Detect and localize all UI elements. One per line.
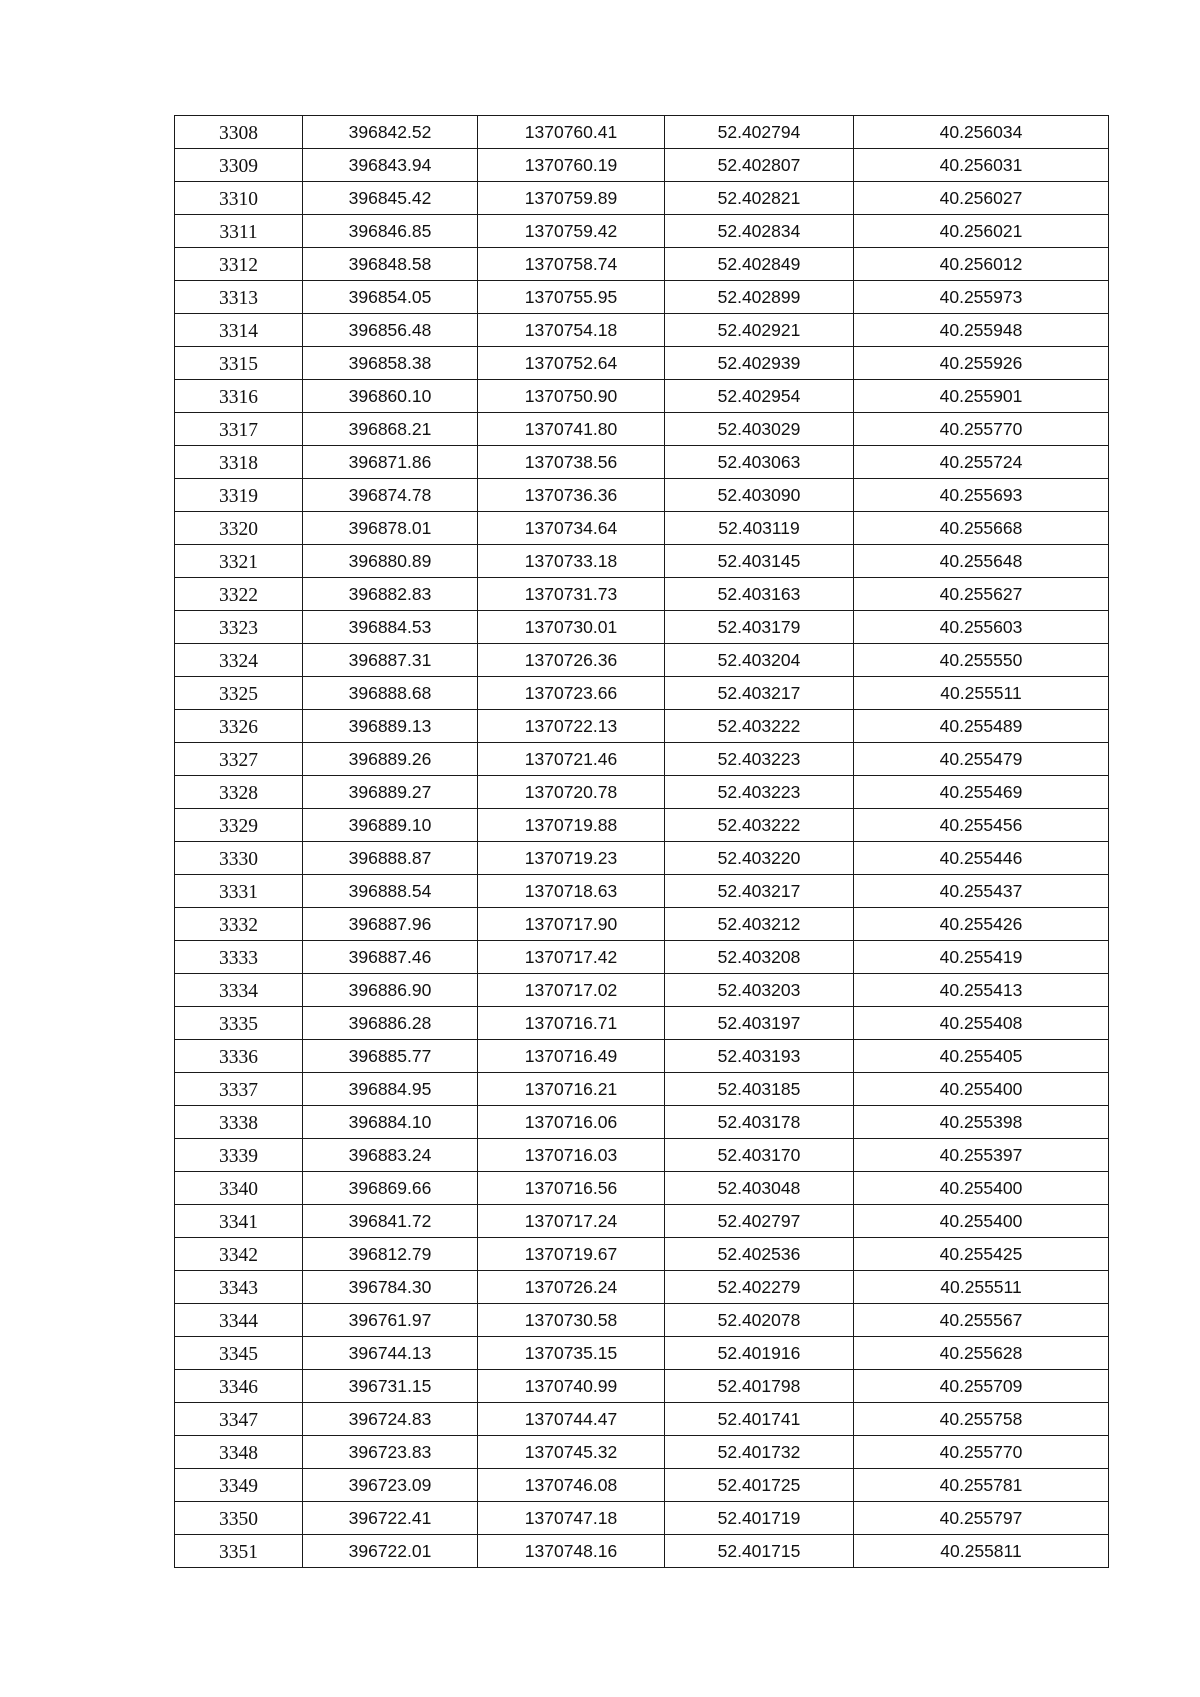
y-coordinate-cell: 1370754.18 [478, 314, 665, 347]
latitude-cell: 52.403217 [665, 875, 854, 908]
x-coordinate-cell: 396884.10 [303, 1106, 478, 1139]
latitude-cell: 52.403208 [665, 941, 854, 974]
latitude-cell: 52.402954 [665, 380, 854, 413]
y-coordinate-cell: 1370716.03 [478, 1139, 665, 1172]
longitude-cell: 40.255408 [854, 1007, 1109, 1040]
y-coordinate-cell: 1370719.88 [478, 809, 665, 842]
point-number-cell: 3350 [175, 1502, 303, 1535]
x-coordinate-cell: 396723.83 [303, 1436, 478, 1469]
y-coordinate-cell: 1370746.08 [478, 1469, 665, 1502]
x-coordinate-cell: 396722.01 [303, 1535, 478, 1568]
latitude-cell: 52.402807 [665, 149, 854, 182]
table-row [175, 1139, 1109, 1172]
x-coordinate-cell: 396887.96 [303, 908, 478, 941]
table-row [175, 314, 1109, 347]
table-row [175, 1271, 1109, 1304]
latitude-cell: 52.403063 [665, 446, 854, 479]
y-coordinate-cell: 1370716.71 [478, 1007, 665, 1040]
latitude-cell: 52.401741 [665, 1403, 854, 1436]
latitude-cell: 52.402834 [665, 215, 854, 248]
table-row [175, 347, 1109, 380]
latitude-cell: 52.402899 [665, 281, 854, 314]
table-row [175, 1172, 1109, 1205]
longitude-cell: 40.255770 [854, 1436, 1109, 1469]
y-coordinate-cell: 1370731.73 [478, 578, 665, 611]
longitude-cell: 40.255489 [854, 710, 1109, 743]
table-row [175, 1469, 1109, 1502]
y-coordinate-cell: 1370730.58 [478, 1304, 665, 1337]
table-row [175, 677, 1109, 710]
point-number-cell: 3349 [175, 1469, 303, 1502]
y-coordinate-cell: 1370716.21 [478, 1073, 665, 1106]
y-coordinate-cell: 1370718.63 [478, 875, 665, 908]
table-row [175, 1403, 1109, 1436]
latitude-cell: 52.403048 [665, 1172, 854, 1205]
table-row [175, 1073, 1109, 1106]
table-row [175, 611, 1109, 644]
y-coordinate-cell: 1370717.42 [478, 941, 665, 974]
y-coordinate-cell: 1370717.02 [478, 974, 665, 1007]
y-coordinate-cell: 1370759.89 [478, 182, 665, 215]
latitude-cell: 52.403090 [665, 479, 854, 512]
longitude-cell: 40.255948 [854, 314, 1109, 347]
x-coordinate-cell: 396845.42 [303, 182, 478, 215]
y-coordinate-cell: 1370720.78 [478, 776, 665, 809]
longitude-cell: 40.255648 [854, 545, 1109, 578]
longitude-cell: 40.255479 [854, 743, 1109, 776]
point-number-cell: 3342 [175, 1238, 303, 1271]
longitude-cell: 40.255901 [854, 380, 1109, 413]
latitude-cell: 52.402849 [665, 248, 854, 281]
x-coordinate-cell: 396784.30 [303, 1271, 478, 1304]
x-coordinate-cell: 396885.77 [303, 1040, 478, 1073]
latitude-cell: 52.403203 [665, 974, 854, 1007]
point-number-cell: 3346 [175, 1370, 303, 1403]
x-coordinate-cell: 396884.95 [303, 1073, 478, 1106]
point-number-cell: 3348 [175, 1436, 303, 1469]
latitude-cell: 52.403212 [665, 908, 854, 941]
table-row [175, 1436, 1109, 1469]
latitude-cell: 52.402078 [665, 1304, 854, 1337]
x-coordinate-cell: 396869.66 [303, 1172, 478, 1205]
point-number-cell: 3311 [175, 215, 303, 248]
y-coordinate-cell: 1370744.47 [478, 1403, 665, 1436]
point-number-cell: 3312 [175, 248, 303, 281]
x-coordinate-cell: 396886.90 [303, 974, 478, 1007]
point-number-cell: 3332 [175, 908, 303, 941]
table-row [175, 842, 1109, 875]
longitude-cell: 40.255603 [854, 611, 1109, 644]
point-number-cell: 3321 [175, 545, 303, 578]
longitude-cell: 40.256034 [854, 116, 1109, 149]
y-coordinate-cell: 1370758.74 [478, 248, 665, 281]
longitude-cell: 40.255400 [854, 1205, 1109, 1238]
latitude-cell: 52.403220 [665, 842, 854, 875]
y-coordinate-cell: 1370716.49 [478, 1040, 665, 1073]
longitude-cell: 40.255811 [854, 1535, 1109, 1568]
longitude-cell: 40.255550 [854, 644, 1109, 677]
table-row [175, 644, 1109, 677]
x-coordinate-cell: 396887.46 [303, 941, 478, 974]
x-coordinate-cell: 396868.21 [303, 413, 478, 446]
point-number-cell: 3337 [175, 1073, 303, 1106]
x-coordinate-cell: 396744.13 [303, 1337, 478, 1370]
latitude-cell: 52.403163 [665, 578, 854, 611]
latitude-cell: 52.403197 [665, 1007, 854, 1040]
point-number-cell: 3315 [175, 347, 303, 380]
y-coordinate-cell: 1370716.56 [478, 1172, 665, 1205]
x-coordinate-cell: 396888.87 [303, 842, 478, 875]
longitude-cell: 40.255758 [854, 1403, 1109, 1436]
table-row [175, 479, 1109, 512]
latitude-cell: 52.403119 [665, 512, 854, 545]
table-row [175, 974, 1109, 1007]
x-coordinate-cell: 396888.68 [303, 677, 478, 710]
point-number-cell: 3343 [175, 1271, 303, 1304]
y-coordinate-cell: 1370736.36 [478, 479, 665, 512]
latitude-cell: 52.403145 [665, 545, 854, 578]
y-coordinate-cell: 1370735.15 [478, 1337, 665, 1370]
longitude-cell: 40.255511 [854, 1271, 1109, 1304]
longitude-cell: 40.255926 [854, 347, 1109, 380]
longitude-cell: 40.256021 [854, 215, 1109, 248]
y-coordinate-cell: 1370723.66 [478, 677, 665, 710]
longitude-cell: 40.256031 [854, 149, 1109, 182]
x-coordinate-cell: 396889.27 [303, 776, 478, 809]
latitude-cell: 52.403179 [665, 611, 854, 644]
x-coordinate-cell: 396761.97 [303, 1304, 478, 1337]
point-number-cell: 3322 [175, 578, 303, 611]
latitude-cell: 52.402536 [665, 1238, 854, 1271]
x-coordinate-cell: 396854.05 [303, 281, 478, 314]
y-coordinate-cell: 1370760.41 [478, 116, 665, 149]
point-number-cell: 3329 [175, 809, 303, 842]
x-coordinate-cell: 396884.53 [303, 611, 478, 644]
latitude-cell: 52.403193 [665, 1040, 854, 1073]
x-coordinate-cell: 396848.58 [303, 248, 478, 281]
x-coordinate-cell: 396889.26 [303, 743, 478, 776]
x-coordinate-cell: 396858.38 [303, 347, 478, 380]
latitude-cell: 52.401715 [665, 1535, 854, 1568]
point-number-cell: 3333 [175, 941, 303, 974]
y-coordinate-cell: 1370755.95 [478, 281, 665, 314]
table-row [175, 1238, 1109, 1271]
table-row [175, 149, 1109, 182]
point-number-cell: 3323 [175, 611, 303, 644]
point-number-cell: 3308 [175, 116, 303, 149]
table-row [175, 215, 1109, 248]
point-number-cell: 3334 [175, 974, 303, 1007]
x-coordinate-cell: 396842.52 [303, 116, 478, 149]
y-coordinate-cell: 1370733.18 [478, 545, 665, 578]
x-coordinate-cell: 396723.09 [303, 1469, 478, 1502]
latitude-cell: 52.403222 [665, 710, 854, 743]
table-row [175, 281, 1109, 314]
x-coordinate-cell: 396722.41 [303, 1502, 478, 1535]
latitude-cell: 52.403170 [665, 1139, 854, 1172]
table-row [175, 1304, 1109, 1337]
longitude-cell: 40.255400 [854, 1073, 1109, 1106]
y-coordinate-cell: 1370741.80 [478, 413, 665, 446]
x-coordinate-cell: 396731.15 [303, 1370, 478, 1403]
latitude-cell: 52.403204 [665, 644, 854, 677]
point-number-cell: 3320 [175, 512, 303, 545]
longitude-cell: 40.255567 [854, 1304, 1109, 1337]
point-number-cell: 3347 [175, 1403, 303, 1436]
x-coordinate-cell: 396880.89 [303, 545, 478, 578]
table-row [175, 182, 1109, 215]
point-number-cell: 3318 [175, 446, 303, 479]
table-row [175, 1040, 1109, 1073]
longitude-cell: 40.255469 [854, 776, 1109, 809]
table-row [175, 116, 1109, 149]
y-coordinate-cell: 1370726.24 [478, 1271, 665, 1304]
table-row [175, 1205, 1109, 1238]
longitude-cell: 40.255668 [854, 512, 1109, 545]
y-coordinate-cell: 1370734.64 [478, 512, 665, 545]
table-row [175, 446, 1109, 479]
y-coordinate-cell: 1370719.67 [478, 1238, 665, 1271]
point-number-cell: 3336 [175, 1040, 303, 1073]
latitude-cell: 52.403029 [665, 413, 854, 446]
latitude-cell: 52.401916 [665, 1337, 854, 1370]
x-coordinate-cell: 396846.85 [303, 215, 478, 248]
latitude-cell: 52.403178 [665, 1106, 854, 1139]
longitude-cell: 40.255724 [854, 446, 1109, 479]
point-number-cell: 3313 [175, 281, 303, 314]
longitude-cell: 40.255419 [854, 941, 1109, 974]
latitude-cell: 52.402939 [665, 347, 854, 380]
table-row [175, 578, 1109, 611]
table-row [175, 1370, 1109, 1403]
point-number-cell: 3328 [175, 776, 303, 809]
y-coordinate-cell: 1370748.16 [478, 1535, 665, 1568]
table-row [175, 809, 1109, 842]
y-coordinate-cell: 1370760.19 [478, 149, 665, 182]
latitude-cell: 52.403222 [665, 809, 854, 842]
y-coordinate-cell: 1370750.90 [478, 380, 665, 413]
table-row [175, 413, 1109, 446]
x-coordinate-cell: 396843.94 [303, 149, 478, 182]
table-row [175, 545, 1109, 578]
longitude-cell: 40.255511 [854, 677, 1109, 710]
latitude-cell: 52.403223 [665, 776, 854, 809]
x-coordinate-cell: 396860.10 [303, 380, 478, 413]
table-row [175, 875, 1109, 908]
point-number-cell: 3325 [175, 677, 303, 710]
longitude-cell: 40.255405 [854, 1040, 1109, 1073]
latitude-cell: 52.403223 [665, 743, 854, 776]
longitude-cell: 40.255425 [854, 1238, 1109, 1271]
y-coordinate-cell: 1370721.46 [478, 743, 665, 776]
latitude-cell: 52.401719 [665, 1502, 854, 1535]
y-coordinate-cell: 1370717.24 [478, 1205, 665, 1238]
longitude-cell: 40.255426 [854, 908, 1109, 941]
x-coordinate-cell: 396856.48 [303, 314, 478, 347]
x-coordinate-cell: 396883.24 [303, 1139, 478, 1172]
latitude-cell: 52.402279 [665, 1271, 854, 1304]
point-number-cell: 3316 [175, 380, 303, 413]
longitude-cell: 40.255781 [854, 1469, 1109, 1502]
point-number-cell: 3317 [175, 413, 303, 446]
latitude-cell: 52.401725 [665, 1469, 854, 1502]
table-row [175, 1007, 1109, 1040]
y-coordinate-cell: 1370745.32 [478, 1436, 665, 1469]
y-coordinate-cell: 1370738.56 [478, 446, 665, 479]
longitude-cell: 40.255628 [854, 1337, 1109, 1370]
longitude-cell: 40.255398 [854, 1106, 1109, 1139]
longitude-cell: 40.255770 [854, 413, 1109, 446]
latitude-cell: 52.403217 [665, 677, 854, 710]
x-coordinate-cell: 396889.13 [303, 710, 478, 743]
point-number-cell: 3310 [175, 182, 303, 215]
coordinates-table-body [175, 116, 1109, 1568]
point-number-cell: 3309 [175, 149, 303, 182]
x-coordinate-cell: 396812.79 [303, 1238, 478, 1271]
latitude-cell: 52.402921 [665, 314, 854, 347]
longitude-cell: 40.255397 [854, 1139, 1109, 1172]
longitude-cell: 40.256012 [854, 248, 1109, 281]
longitude-cell: 40.255973 [854, 281, 1109, 314]
point-number-cell: 3340 [175, 1172, 303, 1205]
y-coordinate-cell: 1370726.36 [478, 644, 665, 677]
y-coordinate-cell: 1370747.18 [478, 1502, 665, 1535]
latitude-cell: 52.402821 [665, 182, 854, 215]
y-coordinate-cell: 1370752.64 [478, 347, 665, 380]
point-number-cell: 3330 [175, 842, 303, 875]
y-coordinate-cell: 1370740.99 [478, 1370, 665, 1403]
table-row [175, 512, 1109, 545]
point-number-cell: 3341 [175, 1205, 303, 1238]
point-number-cell: 3351 [175, 1535, 303, 1568]
table-row [175, 380, 1109, 413]
y-coordinate-cell: 1370717.90 [478, 908, 665, 941]
point-number-cell: 3327 [175, 743, 303, 776]
point-number-cell: 3319 [175, 479, 303, 512]
x-coordinate-cell: 396841.72 [303, 1205, 478, 1238]
y-coordinate-cell: 1370716.06 [478, 1106, 665, 1139]
latitude-cell: 52.402797 [665, 1205, 854, 1238]
point-number-cell: 3344 [175, 1304, 303, 1337]
table-row [175, 776, 1109, 809]
latitude-cell: 52.403185 [665, 1073, 854, 1106]
point-number-cell: 3314 [175, 314, 303, 347]
x-coordinate-cell: 396887.31 [303, 644, 478, 677]
table-row [175, 1106, 1109, 1139]
x-coordinate-cell: 396724.83 [303, 1403, 478, 1436]
table-row [175, 1535, 1109, 1568]
table-row [175, 941, 1109, 974]
longitude-cell: 40.255446 [854, 842, 1109, 875]
point-number-cell: 3338 [175, 1106, 303, 1139]
x-coordinate-cell: 396889.10 [303, 809, 478, 842]
point-number-cell: 3345 [175, 1337, 303, 1370]
point-number-cell: 3339 [175, 1139, 303, 1172]
latitude-cell: 52.402794 [665, 116, 854, 149]
point-number-cell: 3331 [175, 875, 303, 908]
table-row [175, 743, 1109, 776]
table-row [175, 908, 1109, 941]
y-coordinate-cell: 1370722.13 [478, 710, 665, 743]
x-coordinate-cell: 396882.83 [303, 578, 478, 611]
x-coordinate-cell: 396886.28 [303, 1007, 478, 1040]
y-coordinate-cell: 1370759.42 [478, 215, 665, 248]
x-coordinate-cell: 396878.01 [303, 512, 478, 545]
longitude-cell: 40.255693 [854, 479, 1109, 512]
longitude-cell: 40.255456 [854, 809, 1109, 842]
latitude-cell: 52.401798 [665, 1370, 854, 1403]
point-number-cell: 3324 [175, 644, 303, 677]
longitude-cell: 40.255709 [854, 1370, 1109, 1403]
longitude-cell: 40.255400 [854, 1172, 1109, 1205]
point-number-cell: 3335 [175, 1007, 303, 1040]
table-row [175, 1502, 1109, 1535]
point-number-cell: 3326 [175, 710, 303, 743]
x-coordinate-cell: 396874.78 [303, 479, 478, 512]
longitude-cell: 40.255437 [854, 875, 1109, 908]
table-row [175, 248, 1109, 281]
longitude-cell: 40.256027 [854, 182, 1109, 215]
x-coordinate-cell: 396888.54 [303, 875, 478, 908]
y-coordinate-cell: 1370719.23 [478, 842, 665, 875]
latitude-cell: 52.401732 [665, 1436, 854, 1469]
longitude-cell: 40.255797 [854, 1502, 1109, 1535]
table-row [175, 710, 1109, 743]
table-row [175, 1337, 1109, 1370]
x-coordinate-cell: 396871.86 [303, 446, 478, 479]
longitude-cell: 40.255627 [854, 578, 1109, 611]
longitude-cell: 40.255413 [854, 974, 1109, 1007]
coordinates-table [174, 115, 1109, 1568]
y-coordinate-cell: 1370730.01 [478, 611, 665, 644]
